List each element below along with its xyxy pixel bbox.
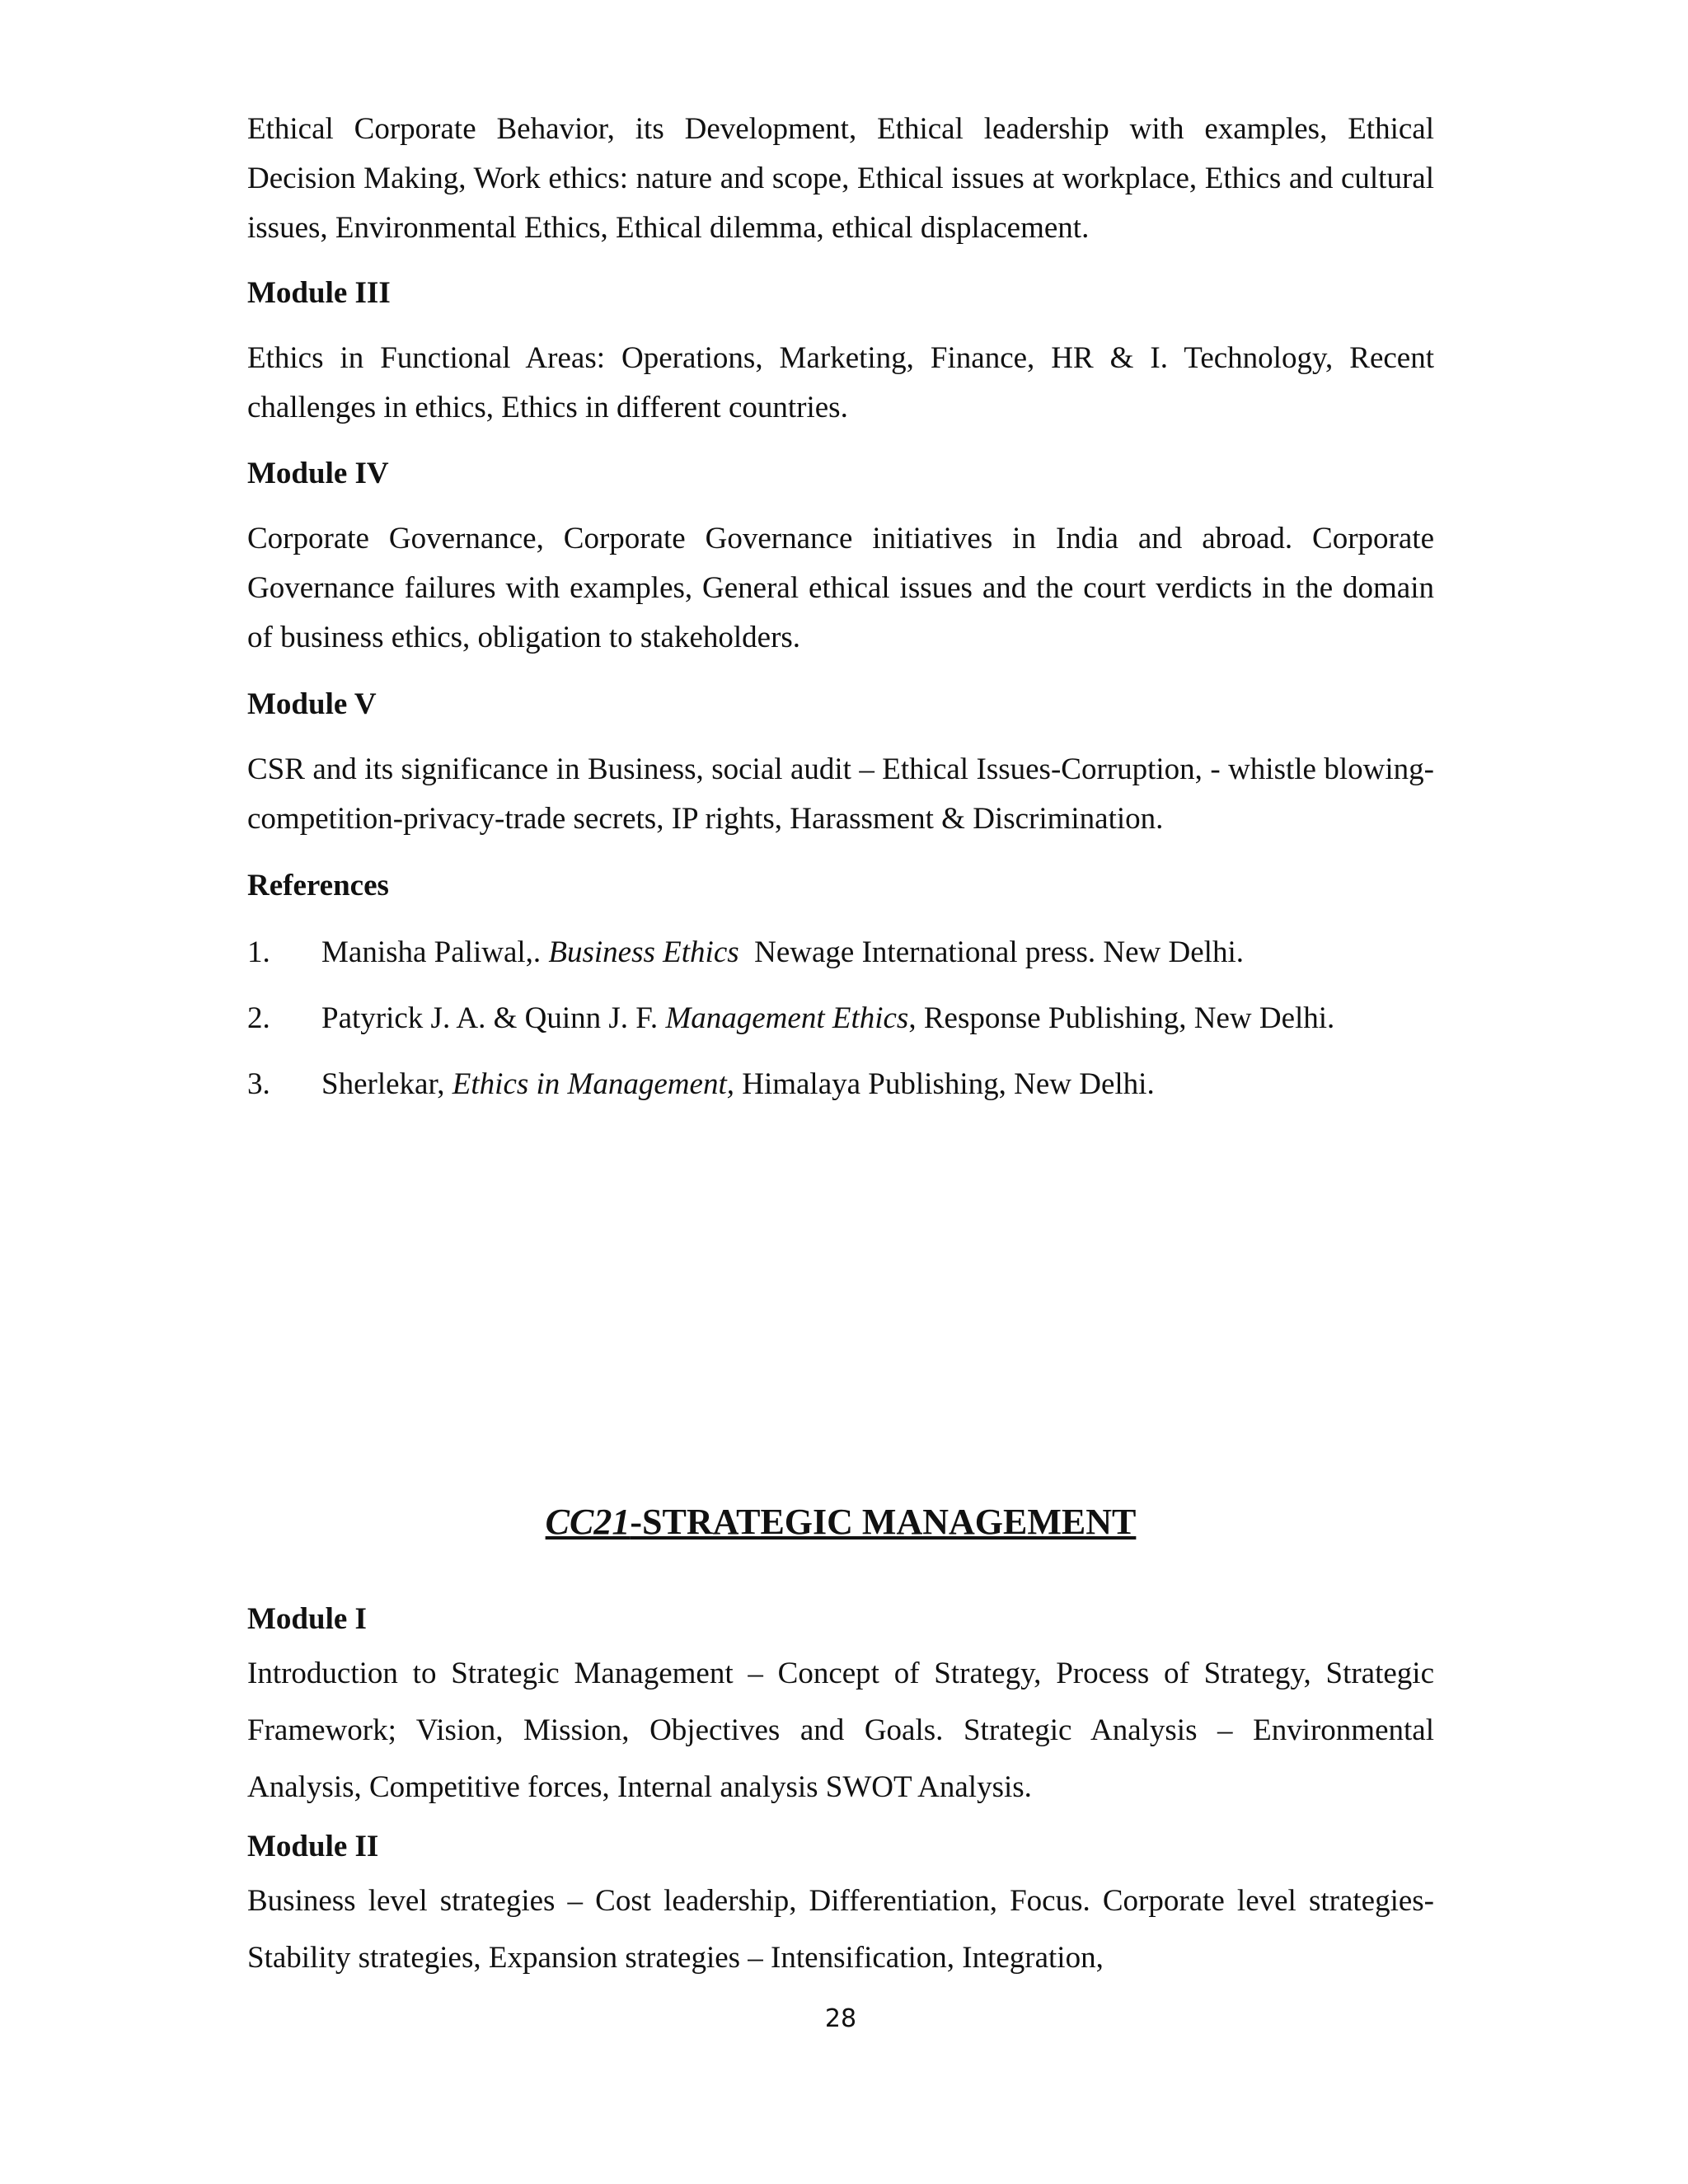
reference-publisher: Himalaya Publishing, New Delhi. <box>742 1067 1155 1101</box>
reference-number: 1. <box>247 935 270 969</box>
reference-number: 2. <box>247 1001 270 1035</box>
module-iv-text: Corporate Governance, Corporate Governance initiatives in India and abroad. Corporate Governance failures with examples, General ethical issues and the court verdicts in the domain of business ethics, obligation to stakeholders. <box>247 522 1434 654</box>
intro-paragraph: Ethical Corporate Behavior, its Development, Ethical leadership with examples, Ethical Decision Making, Work ethics: nature and scope, Ethical issues at workplace, Ethics and cultural issues, Environmental Ethics, Ethical dilemma, ethical displacement. <box>247 112 1434 245</box>
module-v-text: CSR and its significance in Business, social audit – Ethical Issues-Corruption, - whistle blowing-competition-privacy-trade secrets, IP rights, Harassment & Discrimination. <box>247 752 1434 836</box>
reference-item <box>247 928 1434 994</box>
reference-item <box>247 1060 1434 1126</box>
reference-author: Manisha Paliwal,. <box>321 935 542 969</box>
page-number: 28 <box>824 2004 857 2033</box>
reference-item <box>247 994 1434 1060</box>
reference-number: 3. <box>247 1067 270 1101</box>
module-iv-heading: Module IV <box>247 457 389 490</box>
module-i-heading: Module I <box>247 1602 367 1636</box>
references-list <box>247 928 1434 1126</box>
document-page <box>247 0 1434 2184</box>
reference-publisher: , Response Publishing, New Delhi. <box>908 1001 1335 1035</box>
course-title <box>247 1497 1434 1547</box>
reference-title: Business Ethics <box>548 935 739 969</box>
reference-title: Management Ethics <box>665 1001 909 1035</box>
module-i-text: Introduction to Strategic Management – Concept of Strategy, Process of Strategy, Strategic Framework; Vision, Mission, Objectives and Goals. Strategic Analysis – Environmental Analysis, Competitive forces, Internal analysis SWOT Analysis. <box>247 1657 1434 1804</box>
course-code: CC21 <box>545 1501 631 1542</box>
module-ii-heading: Module II <box>247 1830 379 1863</box>
references-heading: References <box>247 869 389 902</box>
reference-author: Patyrick J. A. & Quinn J. F. <box>321 1001 659 1035</box>
module-iii-text: Ethics in Functional Areas: Operations, Marketing, Finance, HR & I. Technology, Recent challenges in ethics, Ethics in different countries. <box>247 341 1434 424</box>
reference-title: Ethics in Management, <box>452 1067 734 1101</box>
reference-publisher: Newage International press. New Delhi. <box>754 935 1244 969</box>
course-name: -STRATEGIC MANAGEMENT <box>630 1501 1137 1542</box>
reference-author: Sherlekar, <box>321 1067 445 1101</box>
module-ii-text: Business level strategies – Cost leadership, Differentiation, Focus. Corporate level strategies- Stability strategies, Expansion strategies – Intensification, Integration, <box>247 1884 1434 1975</box>
module-v-heading: Module V <box>247 687 377 721</box>
module-iii-heading: Module III <box>247 276 391 310</box>
